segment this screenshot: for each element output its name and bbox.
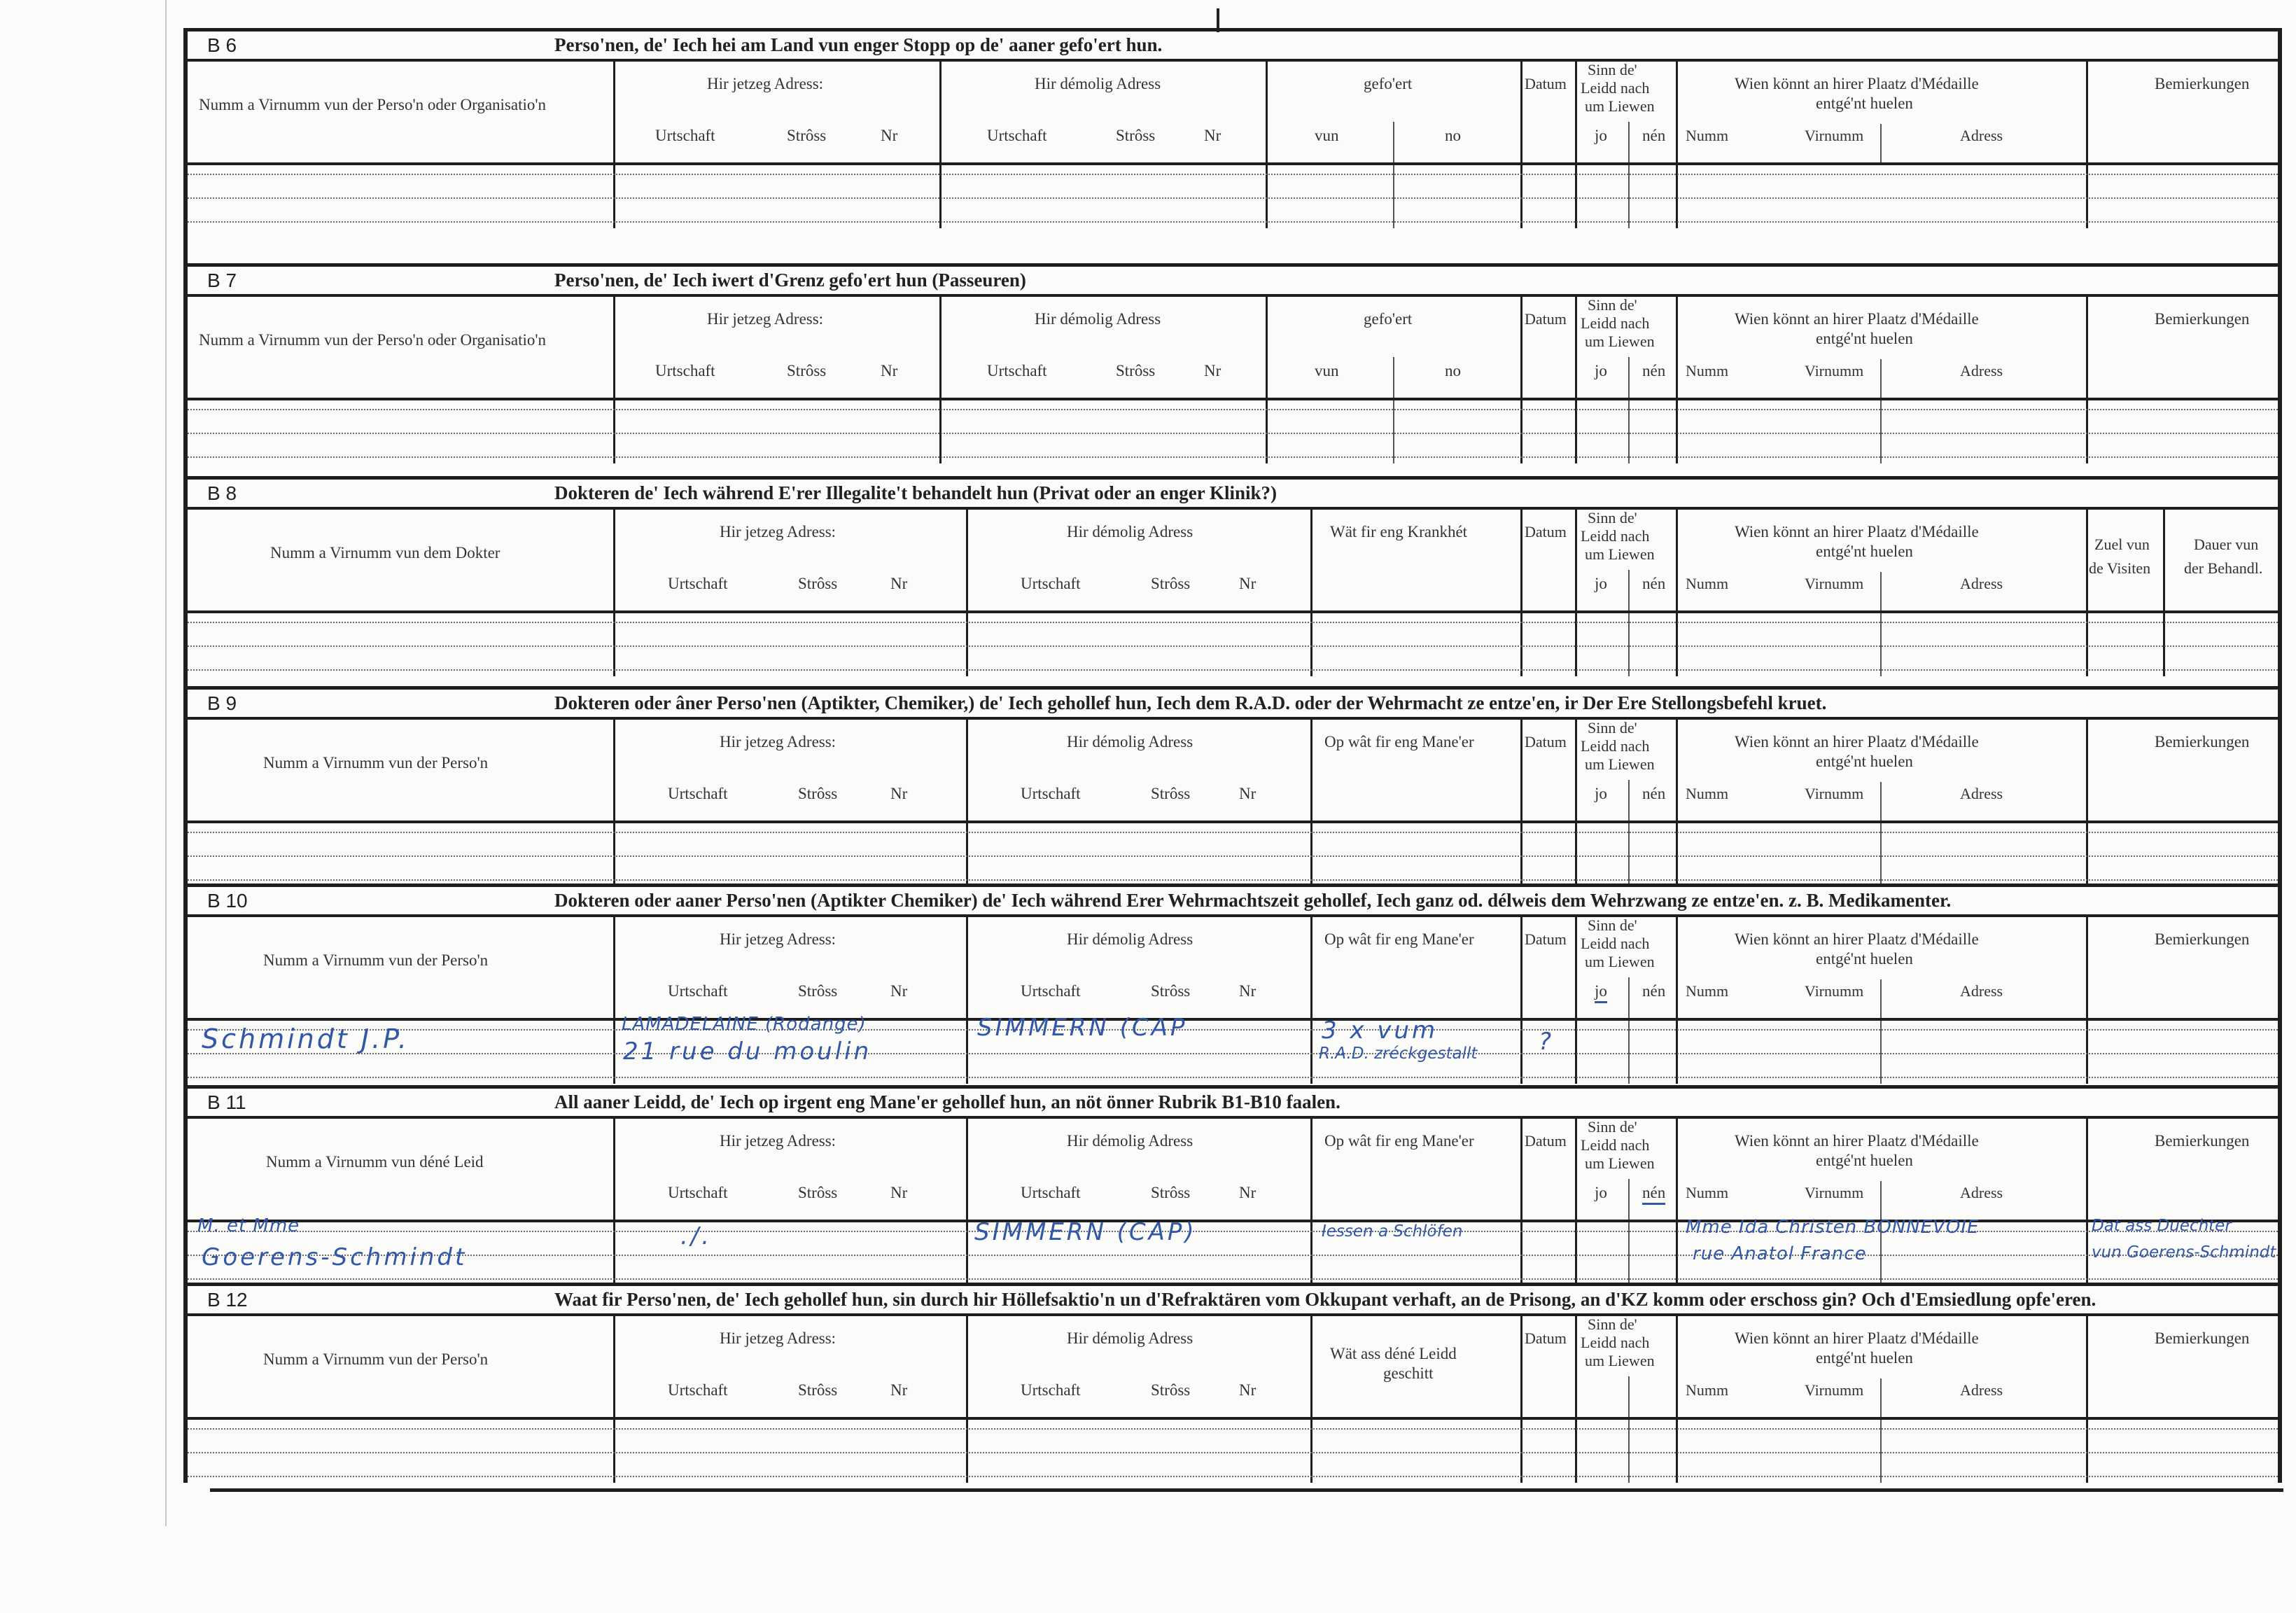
died-header-3: um Liewen xyxy=(1585,755,1655,773)
section-b9 xyxy=(188,686,2278,886)
number-label: Nr xyxy=(881,127,898,144)
medal-header-2: entgé'nt huelen xyxy=(1816,753,1913,770)
street-label: Strôss xyxy=(1116,362,1156,379)
column-header xyxy=(188,1313,2278,1420)
died-header-1: Sinn de' xyxy=(1588,719,1637,736)
medal-header-1: Wien könnt an hirer Plaatz d'Médaille xyxy=(1735,930,1979,948)
section-title-bar xyxy=(188,1283,2278,1313)
section-title: Dokteren de' Iech während E'rer Illegalite't behandelt hun (Privat oder an enger Klinik?) xyxy=(554,482,1278,503)
current-address-header: Hir jetzeg Adress: xyxy=(720,523,836,540)
died-header-3: um Liewen xyxy=(1585,333,1655,350)
entry-rows[interactable] xyxy=(188,400,2278,463)
died-header-1: Sinn de' xyxy=(1588,916,1637,934)
medal-header-1: Wien könnt an hirer Plaatz d'Médaille xyxy=(1735,523,1979,540)
remark-2: vun Goerens-Schmindt xyxy=(2092,1243,2276,1262)
medal-header-1: Wien könnt an hirer Plaatz d'Médaille xyxy=(1735,1132,1979,1150)
section-title: Perso'nen, de' Iech hei am Land vun enger Stopp op de' aaner gefo'ert hun. xyxy=(554,34,1163,55)
section-code: B 9 xyxy=(207,692,237,714)
died-header-2: Leidd nach xyxy=(1581,935,1650,952)
fate-header-2: geschitt xyxy=(1383,1364,1434,1382)
date-header: Datum xyxy=(1525,75,1567,92)
section-title-bar xyxy=(188,263,2278,294)
manner-header: Op wât fir eng Mane'er xyxy=(1324,733,1474,750)
died-header-3: um Liewen xyxy=(1585,1154,1655,1172)
yes-label: jo xyxy=(1595,575,1607,592)
locality-label: Urtschaft xyxy=(668,785,728,802)
number-label: Nr xyxy=(890,1184,908,1201)
column-header xyxy=(188,914,2278,1021)
died-header-3: um Liewen xyxy=(1585,545,1655,563)
number-label: Nr xyxy=(1204,362,1222,379)
remark-1: Dat ass Duechter xyxy=(2092,1217,2232,1235)
section-b11 xyxy=(188,1085,2278,1285)
street-label: Strôss xyxy=(1151,1184,1191,1201)
yes-label: jo xyxy=(1595,785,1607,802)
helper-current-address: ./. xyxy=(680,1222,713,1250)
medal-firstname-label: Virnumm xyxy=(1805,1184,1864,1201)
section-title: All aaner Leidd, de' Iech op irgent eng Mane'er gehollef hun, an nöt önner Rubrik B1-B10 faalen. xyxy=(554,1091,1340,1112)
number-label: Nr xyxy=(881,362,898,379)
entry-rows[interactable] xyxy=(188,1420,2278,1483)
number-label: Nr xyxy=(1239,982,1256,1000)
died-header-1: Sinn de' xyxy=(1588,61,1637,78)
section-title: Perso'nen, de' Iech iwert d'Grenz gefo'ert hun (Passeuren) xyxy=(554,270,1026,291)
current-address-header: Hir jetzeg Adress: xyxy=(720,1132,836,1150)
number-label: Nr xyxy=(1239,575,1256,592)
current-address-header: Hir jetzeg Adress: xyxy=(720,733,836,750)
number-label: Nr xyxy=(1239,1184,1256,1201)
medal-address-label: Adress xyxy=(1960,127,2003,144)
died-header-3: um Liewen xyxy=(1585,1352,1655,1369)
medal-name-label: Numm xyxy=(1686,1381,1729,1399)
street-label: Strôss xyxy=(1116,127,1156,144)
locality-label: Urtschaft xyxy=(1021,1381,1081,1399)
died-header-2: Leidd nach xyxy=(1581,737,1650,755)
medal-address-label: Adress xyxy=(1960,1381,2003,1399)
from-label: vun xyxy=(1315,127,1339,144)
medal-header-2: entgé'nt huelen xyxy=(1816,543,1913,560)
helper-former-address: SIMMERN (CAP xyxy=(977,1014,1188,1042)
entry-rows[interactable] xyxy=(188,1014,2278,1084)
street-label: Strôss xyxy=(1151,575,1191,592)
medal-header-1: Wien könnt an hirer Plaatz d'Médaille xyxy=(1735,1329,1979,1347)
section-code: B 6 xyxy=(207,34,237,56)
remarks-header: Bemierkungen xyxy=(2155,75,2250,92)
number-label: Nr xyxy=(890,1381,908,1399)
driven-header: gefo'ert xyxy=(1364,310,1413,328)
no-label: nén xyxy=(1642,362,1666,379)
section-code: B 12 xyxy=(207,1289,248,1311)
date-header: Datum xyxy=(1525,1329,1567,1347)
medal-recipient-1: Mme Ida Christen BONNEVOIE xyxy=(1686,1217,1980,1238)
section-b7 xyxy=(188,263,2278,463)
medal-header-2: entgé'nt huelen xyxy=(1816,330,1913,347)
street-label: Strôss xyxy=(798,785,838,802)
medal-firstname-label: Virnumm xyxy=(1805,982,1864,1000)
number-label: Nr xyxy=(1239,1381,1256,1399)
column-header xyxy=(188,294,2278,400)
help-manner: Iessen a Schlöfen xyxy=(1322,1222,1463,1241)
medal-firstname-label: Virnumm xyxy=(1805,1381,1864,1399)
duration-header-1: Dauer vun xyxy=(2194,536,2259,553)
number-label: Nr xyxy=(890,982,908,1000)
no-label: nén xyxy=(1642,1183,1665,1205)
name-column-header: Numm a Virnumm vun der Perso'n xyxy=(263,754,489,771)
section-b10 xyxy=(188,884,2278,1084)
no-label: nén xyxy=(1642,785,1666,802)
entry-rows[interactable] xyxy=(188,1215,2278,1285)
name-column-header: Numm a Virnumm vun dem Dokter xyxy=(270,544,500,561)
medal-header-1: Wien könnt an hirer Plaatz d'Médaille xyxy=(1735,310,1979,328)
locality-label: Urtschaft xyxy=(1021,1184,1081,1201)
entry-rows[interactable] xyxy=(188,613,2278,676)
manner-header: Op wât fir eng Mane'er xyxy=(1324,930,1474,948)
column-header xyxy=(188,59,2278,165)
medal-firstname-label: Virnumm xyxy=(1805,785,1864,802)
from-label: vun xyxy=(1315,362,1339,379)
helper-name-2: Goerens-Schmindt xyxy=(202,1243,468,1271)
section-title-bar xyxy=(188,686,2278,717)
to-label: no xyxy=(1445,127,1461,144)
former-address-header: Hir démolig Adress xyxy=(1067,930,1194,948)
remarks-header: Bemierkungen xyxy=(2155,1329,2250,1347)
visits-header-2: de Visiten xyxy=(2089,559,2151,577)
yes-label: jo xyxy=(1595,982,1607,1003)
medal-name-label: Numm xyxy=(1686,362,1729,379)
current-address-header: Hir jetzeg Adress: xyxy=(720,930,836,948)
medal-firstname-label: Virnumm xyxy=(1805,575,1864,592)
died-header-2: Leidd nach xyxy=(1581,1334,1650,1351)
locality-label: Urtschaft xyxy=(987,127,1047,144)
former-address-header: Hir démolig Adress xyxy=(1067,1329,1194,1347)
duration-header-2: der Behandl. xyxy=(2184,559,2263,577)
help-date: ? xyxy=(1539,1028,1555,1056)
medal-header-1: Wien könnt an hirer Plaatz d'Médaille xyxy=(1735,733,1979,750)
died-header-3: um Liewen xyxy=(1585,953,1655,970)
locality-label: Urtschaft xyxy=(1021,575,1081,592)
former-address-header: Hir démolig Adress xyxy=(1067,733,1194,750)
helper-name-1: M. et Mme xyxy=(197,1215,300,1236)
no-label: nén xyxy=(1642,575,1666,592)
manner-header: Op wât fir eng Mane'er xyxy=(1324,1132,1474,1150)
medal-name-label: Numm xyxy=(1686,982,1729,1000)
died-header-2: Leidd nach xyxy=(1581,314,1650,332)
medal-firstname-label: Virnumm xyxy=(1805,362,1864,379)
date-header: Datum xyxy=(1525,310,1567,328)
locality-label: Urtschaft xyxy=(668,982,728,1000)
medal-name-label: Numm xyxy=(1686,1184,1729,1201)
street-label: Strôss xyxy=(787,127,827,144)
name-column-header: Numm a Virnumm vun der Perso'n xyxy=(263,1350,489,1368)
medal-address-label: Adress xyxy=(1960,1184,2003,1201)
date-header: Datum xyxy=(1525,1132,1567,1150)
helper-name: Schmindt J.P. xyxy=(202,1024,410,1054)
date-header: Datum xyxy=(1525,930,1567,948)
medal-address-label: Adress xyxy=(1960,575,2003,592)
medal-recipient-2: rue Anatol France xyxy=(1693,1243,1867,1264)
section-title-bar xyxy=(188,28,2278,59)
current-address-header: Hir jetzeg Adress: xyxy=(707,75,824,92)
fate-header-1: Wät ass déné Leidd xyxy=(1330,1345,1457,1362)
former-address-header: Hir démolig Adress xyxy=(1035,310,1161,328)
section-title: Dokteren oder âner Perso'nen (Aptikter, Chemiker,) de' Iech gehollef hun, Iech dem R.A.D. oder der Wehrmacht ze entze'en, ir Der Ere Stellongsbefehl kruet. xyxy=(554,692,1827,713)
helper-current-address-2: 21 rue du moulin xyxy=(623,1038,872,1066)
medal-name-label: Numm xyxy=(1686,575,1729,592)
section-title: Dokteren oder aaner Perso'nen (Aptikter Chemiker) de' Iech während Erer Wehrmachtszeit gehollef, Iech ganz od. délweis dem Wehrzwang ze entze'en. z. B. Medikamenter. xyxy=(554,890,1952,911)
medal-address-label: Adress xyxy=(1960,785,2003,802)
medal-header-2: entgé'nt huelen xyxy=(1816,95,1913,112)
died-header-1: Sinn de' xyxy=(1588,1315,1637,1333)
died-header-1: Sinn de' xyxy=(1588,296,1637,314)
current-address-header: Hir jetzeg Adress: xyxy=(720,1329,836,1347)
former-address-header: Hir démolig Adress xyxy=(1067,1132,1194,1150)
medal-header-2: entgé'nt huelen xyxy=(1816,1152,1913,1169)
locality-label: Urtschaft xyxy=(1021,982,1081,1000)
section-title: Waat fir Perso'nen, de' Iech gehollef hun, sin durch hir Höllefsaktio'n un d'Refraktären vom Okkupant verhaft, an de Prisong, an d'KZ komm oder erschoss gin? Och d'Emsiedlung opfe'eren. xyxy=(554,1289,2096,1310)
to-label: no xyxy=(1445,362,1461,379)
remarks-header: Bemierkungen xyxy=(2155,930,2250,948)
section-b6 xyxy=(188,28,2278,228)
locality-label: Urtschaft xyxy=(987,362,1047,379)
current-address-header: Hir jetzeg Adress: xyxy=(707,310,824,328)
helper-current-address-1: LAMADELAINE (Rodange) xyxy=(622,1014,867,1035)
no-label: nén xyxy=(1642,127,1666,144)
street-label: Strôss xyxy=(1151,785,1191,802)
died-header-1: Sinn de' xyxy=(1588,509,1637,526)
yes-label: jo xyxy=(1595,362,1607,379)
number-label: Nr xyxy=(890,575,908,592)
help-manner-1: 3 x vum xyxy=(1322,1017,1438,1045)
died-header-2: Leidd nach xyxy=(1581,79,1650,97)
column-header xyxy=(188,717,2278,823)
medal-address-label: Adress xyxy=(1960,362,2003,379)
street-label: Strôss xyxy=(798,575,838,592)
street-label: Strôss xyxy=(798,1381,838,1399)
remarks-header: Bemierkungen xyxy=(2155,733,2250,750)
name-column-header: Numm a Virnumm vun der Perso'n xyxy=(263,951,489,969)
section-title-bar xyxy=(188,1085,2278,1116)
died-header-2: Leidd nach xyxy=(1581,527,1650,545)
street-label: Strôss xyxy=(787,362,827,379)
entry-rows[interactable] xyxy=(188,165,2278,228)
number-label: Nr xyxy=(1204,127,1222,144)
scan-edge xyxy=(165,0,167,1526)
column-header xyxy=(188,1116,2278,1222)
helper-former-address: SIMMERN (CAP) xyxy=(974,1218,1197,1246)
died-header-3: um Liewen xyxy=(1585,97,1655,115)
illness-header: Wät fir eng Krankhét xyxy=(1330,523,1468,540)
locality-label: Urtschaft xyxy=(668,1381,728,1399)
number-label: Nr xyxy=(890,785,908,802)
section-code: B 7 xyxy=(207,270,237,291)
number-label: Nr xyxy=(1239,785,1256,802)
street-label: Strôss xyxy=(798,1184,838,1201)
section-b12 xyxy=(188,1283,2278,1483)
former-address-header: Hir démolig Adress xyxy=(1067,523,1194,540)
medal-firstname-label: Virnumm xyxy=(1805,127,1864,144)
medal-header-1: Wien könnt an hirer Plaatz d'Médaille xyxy=(1735,75,1979,92)
name-column-header: Numm a Virnumm vun der Perso'n oder Organisatio'n xyxy=(199,331,547,349)
locality-label: Urtschaft xyxy=(655,127,715,144)
medal-address-label: Adress xyxy=(1960,982,2003,1000)
driven-header: gefo'ert xyxy=(1364,75,1413,92)
helper-form xyxy=(183,28,2282,1483)
help-manner-2: R.A.D. zréckgestallt xyxy=(1319,1045,1478,1063)
yes-label: jo xyxy=(1595,1184,1607,1201)
medal-name-label: Numm xyxy=(1686,785,1729,802)
date-header: Datum xyxy=(1525,733,1567,750)
date-header: Datum xyxy=(1525,523,1567,540)
locality-label: Urtschaft xyxy=(668,575,728,592)
died-header-1: Sinn de' xyxy=(1588,1118,1637,1136)
section-code: B 10 xyxy=(207,890,248,912)
locality-label: Urtschaft xyxy=(668,1184,728,1201)
section-code: B 11 xyxy=(207,1091,246,1113)
section-b8 xyxy=(188,476,2278,676)
no-label: nén xyxy=(1642,982,1666,1000)
section-title-bar xyxy=(188,884,2278,914)
entry-rows[interactable] xyxy=(188,823,2278,886)
remarks-header: Bemierkungen xyxy=(2155,1132,2250,1150)
street-label: Strôss xyxy=(1151,1381,1191,1399)
street-label: Strôss xyxy=(1151,982,1191,1000)
form-bottom-rule xyxy=(210,1488,2283,1492)
former-address-header: Hir démolig Adress xyxy=(1035,75,1161,92)
medal-header-2: entgé'nt huelen xyxy=(1816,950,1913,968)
name-column-header: Numm a Virnumm vun déné Leid xyxy=(266,1153,484,1171)
section-title-bar xyxy=(188,476,2278,507)
street-label: Strôss xyxy=(798,982,838,1000)
remarks-header: Bemierkungen xyxy=(2155,310,2250,328)
name-column-header: Numm a Virnumm vun der Perso'n oder Organisatio'n xyxy=(199,96,547,113)
visits-header-1: Zuel vun xyxy=(2094,536,2150,553)
locality-label: Urtschaft xyxy=(1021,785,1081,802)
yes-label: jo xyxy=(1595,127,1607,144)
died-header-2: Leidd nach xyxy=(1581,1136,1650,1154)
medal-name-label: Numm xyxy=(1686,127,1729,144)
locality-label: Urtschaft xyxy=(655,362,715,379)
column-header xyxy=(188,507,2278,613)
section-code: B 8 xyxy=(207,482,237,504)
medal-header-2: entgé'nt huelen xyxy=(1816,1349,1913,1367)
